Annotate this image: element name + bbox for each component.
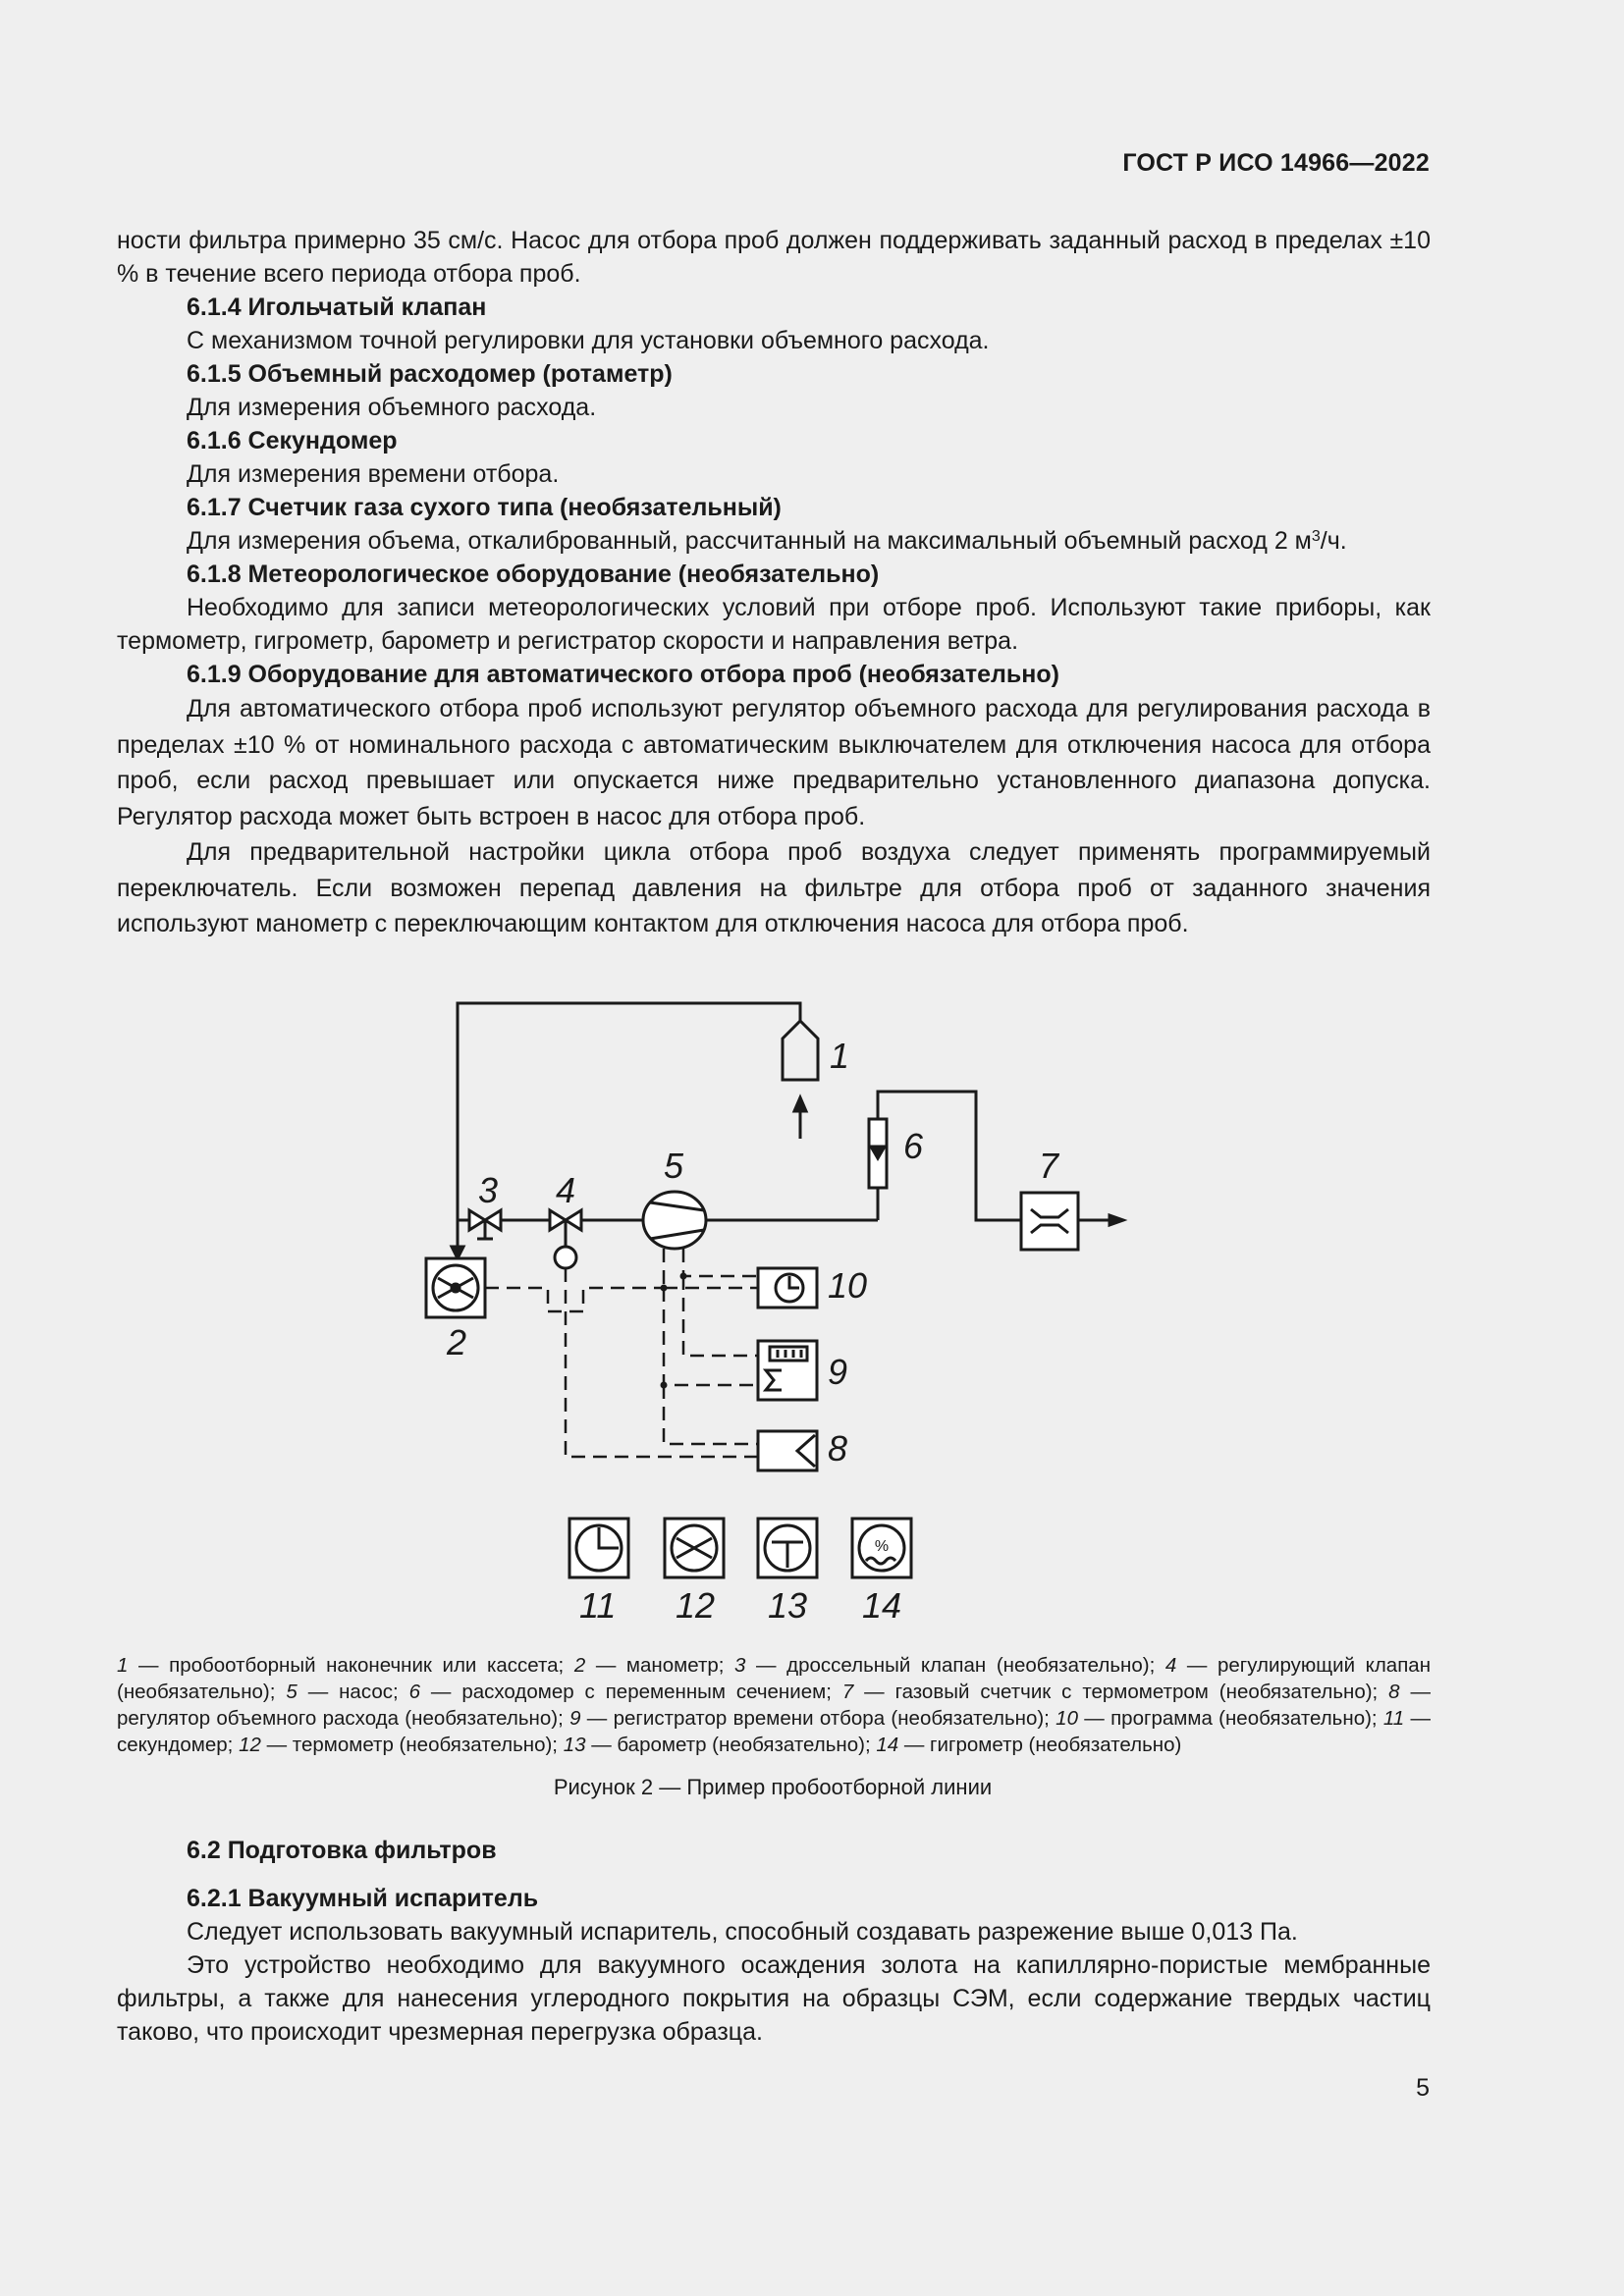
paragraph: Это устройство необходимо для вакуумного осаждения золота на капиллярно-пористые мембранные фильтры, а также для нанесения углеродного покрытия на образцы СЭМ, если содержание твердых частиц таково, что происходит чрезмерная перегрузка образца. <box>117 1951 1431 2046</box>
paragraph: ности фильтра примерно 35 см/с. Насос для отбора проб должен поддерживать заданный расход в пределах ±10 % в течение всего периода отбора проб. <box>117 227 1431 288</box>
figure-sampling-line <box>0 982 1624 1649</box>
heading-6-2-1: 6.2.1 Вакуумный испаритель <box>187 1885 539 1912</box>
figure-caption: Рисунок 2 — Пример пробоотборной линии <box>553 1775 993 1799</box>
legend-text: — манометр; <box>585 1654 735 1677</box>
pipe-to-inlet <box>458 1003 800 1222</box>
legend-items <box>117 1654 1431 1756</box>
label-5: 5 <box>664 1146 684 1186</box>
paragraph: Для предварительной настройки цикла отбора проб воздуха следует применять программируемый переключатель. Если возможен перепад давления на фильтре для отбора проб от заданного значения используют манометр с переключающим контактом для отключения насоса для отбора проб. <box>117 838 1431 937</box>
signal-line <box>683 1249 758 1276</box>
label-6: 6 <box>903 1126 924 1166</box>
pipe-to-gas-meter <box>878 1092 1021 1220</box>
heading-6-2: 6.2 Подготовка фильтров <box>187 1837 497 1864</box>
paragraph <box>117 524 1431 558</box>
flow-regulator-icon <box>758 1431 817 1470</box>
gas-meter-icon <box>1021 1193 1078 1250</box>
page-number: 5 <box>1416 2074 1430 2102</box>
legend-number: 11 <box>1382 1707 1405 1730</box>
label-4: 4 <box>556 1170 576 1210</box>
body-text <box>117 224 1431 942</box>
section-6-2 <box>117 1834 1431 2049</box>
label-3: 3 <box>478 1170 499 1210</box>
legend-number: 5 <box>286 1681 298 1703</box>
legend-number: 14 <box>876 1734 899 1756</box>
sampling-head-icon <box>783 1021 818 1080</box>
arrow-head <box>794 1097 806 1111</box>
legend-number: 2 <box>573 1654 586 1677</box>
label-9: 9 <box>828 1352 848 1392</box>
heading-6-1-9: 6.1.9 Оборудование для автоматического отбора проб (необязательно) <box>187 661 1059 688</box>
junction-dot <box>661 1285 668 1292</box>
junction-dot <box>680 1273 687 1280</box>
paragraph: Необходимо для записи метеорологических условий при отборе проб. Используют такие приборы, как термометр, гигрометр, барометр и регистратор скорости и направления ветра. <box>117 594 1431 655</box>
paragraph: Для измерения объемного расхода. <box>187 394 597 421</box>
legend-number: 8 <box>1388 1681 1400 1703</box>
heading-6-1-8: 6.1.8 Метеорологическое оборудование (необязательно) <box>187 561 880 588</box>
figure-legend <box>117 1652 1431 1758</box>
signal-line <box>664 1288 758 1385</box>
legend-text: — пробоотборный наконечник или кассета; <box>128 1654 574 1677</box>
label-12: 12 <box>676 1585 716 1626</box>
legend-number: 13 <box>563 1734 586 1756</box>
label-1: 1 <box>830 1036 850 1076</box>
arrow-head <box>1110 1215 1123 1225</box>
legend-text: — секундомер; <box>117 1707 1432 1756</box>
legend-number: 12 <box>239 1734 261 1756</box>
motor-icon <box>555 1247 576 1268</box>
legend-text: — регулятор объемного расхода (необязательно); <box>117 1681 1431 1730</box>
paragraph: Для измерения времени отбора. <box>187 460 560 488</box>
arrow-head <box>452 1247 463 1258</box>
heading-6-1-7: 6.1.7 Счетчик газа сухого типа (необязательный) <box>187 494 782 521</box>
standard-header: ГОСТ Р ИСО 14966—2022 <box>1122 149 1430 177</box>
legend-text: — регулирующий клапан (необязательно); <box>117 1654 1432 1703</box>
heading-6-1-6: 6.1.6 Секундомер <box>187 427 398 454</box>
signal-line <box>664 1385 758 1444</box>
paragraph: С механизмом точной регулировки для установки объемного расхода. <box>187 327 990 354</box>
legend-text: — термометр (необязательно); <box>260 1734 564 1756</box>
superscript: 3 <box>1311 528 1321 545</box>
legend-text: — регистратор времени отбора (необязательно); <box>580 1707 1056 1730</box>
legend-text: — программа (необязательно); <box>1077 1707 1383 1730</box>
legend-number: 9 <box>569 1707 581 1730</box>
heading-6-1-5: 6.1.5 Объемный расходомер (ротаметр) <box>187 360 673 388</box>
sampling-line-diagram <box>0 982 1624 1649</box>
label-10: 10 <box>828 1265 868 1306</box>
heading-6-1-4: 6.1.4 Игольчатый клапан <box>187 294 487 321</box>
label-8: 8 <box>828 1428 848 1468</box>
label-14: 14 <box>862 1585 902 1626</box>
label-13: 13 <box>768 1585 808 1626</box>
legend-text: — гигрометр (необязательно) <box>898 1734 1182 1756</box>
paragraph: Для автоматического отбора проб используют регулятор объемного расхода для регулирования расхода в пределах ±10 % от номинального расхода с автоматическим выключателем для отключения насоса для отбора проб, если расход превышает или опускается ниже предварительно установленного диапазона допуска. Регулятор расхода может быть встроен в насос для отбора проб. <box>117 695 1431 830</box>
paragraph-text-end: /ч. <box>1320 527 1347 555</box>
pump-icon <box>643 1192 706 1249</box>
legend-text: — дроссельный клапан (необязательно); <box>745 1654 1165 1677</box>
paragraph: Следует использовать вакуумный испаритель, способный создавать разрежение выше 0,013 Па. <box>187 1918 1298 1946</box>
label-2: 2 <box>447 1322 467 1362</box>
paragraph-text: Для измерения объема, откалиброванный, рассчитанный на максимальный объемный расход 2 м <box>187 527 1312 555</box>
label-11: 11 <box>579 1585 617 1626</box>
legend-number: 3 <box>734 1654 746 1677</box>
label-7: 7 <box>1039 1146 1059 1186</box>
junction-dot <box>661 1382 668 1389</box>
gauge-center <box>452 1284 460 1292</box>
legend-text: — насос; <box>297 1681 409 1703</box>
legend-text: — газовый счетчик с термометром (необязательно); <box>853 1681 1389 1703</box>
legend-number: 4 <box>1164 1654 1177 1677</box>
legend-number: 6 <box>408 1681 420 1703</box>
legend-number: 1 <box>117 1654 129 1677</box>
legend-text: — расходомер с переменным сечением; <box>420 1681 842 1703</box>
legend-text: — барометр (необязательно); <box>585 1734 877 1756</box>
signal-line <box>485 1288 664 1311</box>
hygrometer-percent: % <box>874 1538 890 1555</box>
legend-number: 10 <box>1056 1707 1078 1730</box>
legend-number: 7 <box>841 1681 854 1703</box>
